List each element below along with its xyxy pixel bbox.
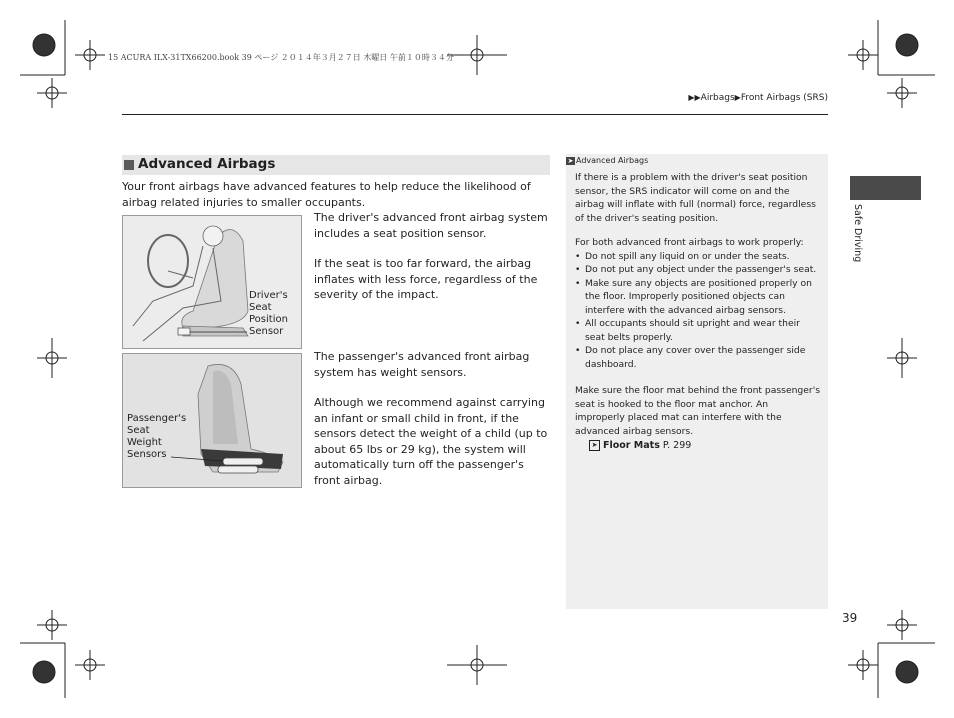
sidebar-body	[575, 171, 820, 453]
breadcrumb-item-front-airbags[interactable]: Front Airbags (SRS)	[740, 93, 828, 103]
list-item: • Do not spill any liquid on or under the seats.	[575, 250, 820, 264]
sidebar-heading: ➤ Advanced Airbags	[567, 156, 649, 165]
weight-sensor-1	[223, 458, 263, 465]
list-item: • Do not place any cover over the passenger side dashboard.	[575, 344, 820, 371]
floor-mats-cross-reference[interactable]: ➤ Floor Mats P. 299	[589, 439, 820, 453]
note-link-icon: ➤	[567, 156, 574, 165]
weight-sensor-2	[218, 466, 258, 473]
page-number: 39	[842, 611, 858, 625]
sidebar-bullet-list	[575, 250, 820, 372]
driver-sensor-label: Driver's Seat Position Sensor	[249, 290, 288, 337]
passenger-paragraphs: The passenger's advanced front airbag system has weight sensors. Although we recommend against carrying an infant or small child in front, if the sensors detect the weight of a child (up to about 65 lbs or 29 kg), the system will automatically turn off the passenger's front airbag.	[314, 350, 548, 487]
sidebar-paragraph-2: For both advanced front airbags to work properly:	[575, 237, 804, 248]
chapter-tab[interactable]	[850, 176, 921, 200]
sidebar-paragraph-1: If there is a problem with the driver's seat position sensor, the SRS indicator will come on and the airbag will inflate with full (normal) force, regardless of the driver's seating position.	[575, 172, 816, 224]
intro-paragraph: Your front airbags have advanced features to help reduce the likelihood of airbag related injuries to smaller occupants.	[122, 180, 531, 209]
list-item: • Do not put any object under the passenger's seat.	[575, 263, 820, 277]
arrow-icon: ▶	[734, 93, 741, 102]
seat-position-sensor	[178, 328, 190, 335]
chapter-tab-label: Safe Driving	[852, 204, 863, 263]
square-bullet-icon	[124, 160, 134, 170]
section-title: Advanced Airbags	[138, 156, 276, 172]
list-item: • All occupants should sit upright and wear their seat belts properly.	[575, 317, 820, 344]
driver-paragraphs: The driver's advanced front airbag system includes a seat position sensor. If the seat is too far forward, the airbag inflates with less force, regardless of the severity of the impact.	[314, 211, 548, 301]
passenger-sensor-label: Passenger's Seat Weight Sensors	[127, 413, 187, 460]
double-arrow-icon: ▶▶	[688, 93, 701, 102]
section-heading	[122, 155, 550, 175]
breadcrumb	[688, 93, 828, 103]
cross-reference-icon: ➤	[589, 440, 600, 451]
header-rule	[122, 114, 828, 115]
breadcrumb-item-airbags[interactable]: Airbags	[700, 93, 735, 103]
sidebar-paragraph-3: Make sure the floor mat behind the front passenger's seat is hooked to the floor mat anchor. An improperly placed mat can interfere with the advanced airbag sensors.	[575, 385, 821, 437]
list-item: • Make sure any objects are positioned properly on the floor. Improperly positioned objects can interfere with the advanced airbag sensors.	[575, 277, 820, 318]
print-file-info: 15 ACURA ILX-31TX66200.book 39 ページ ２０１４年３月２７日 木曜日 午前１０時３４分	[108, 53, 454, 62]
